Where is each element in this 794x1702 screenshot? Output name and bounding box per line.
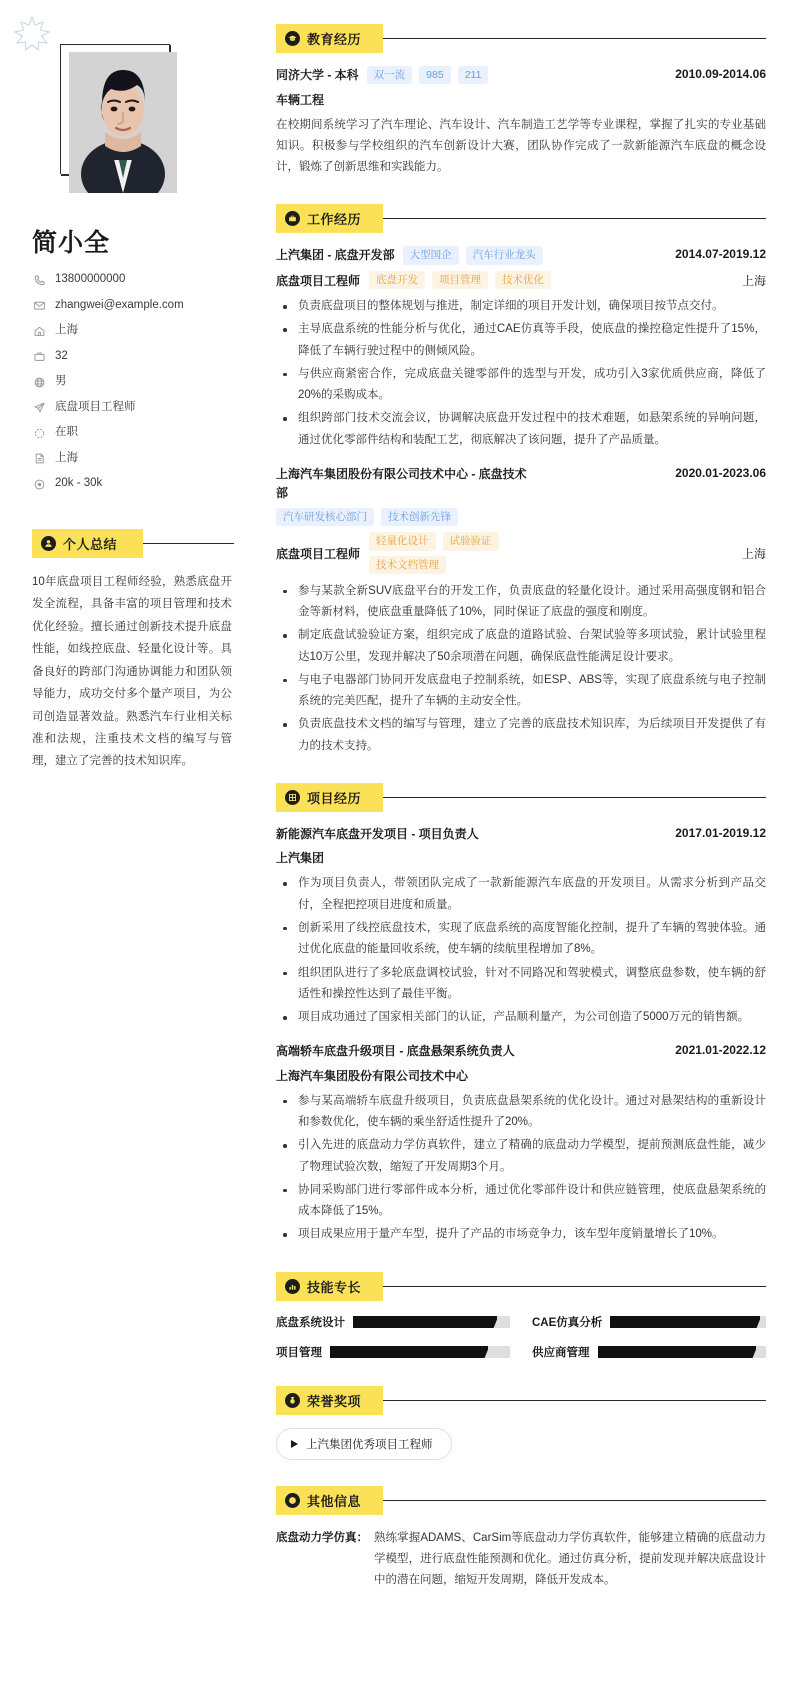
skill-label: 供应商管理 <box>532 1346 590 1359</box>
section-rule <box>373 1400 766 1401</box>
entry-subheader <box>276 271 766 289</box>
photo-block <box>30 26 220 201</box>
tag: 试验验证 <box>443 532 499 550</box>
contact-value: 上海 <box>55 451 78 464</box>
skill-label: 项目管理 <box>276 1346 322 1359</box>
section-title: 教育经历 <box>307 32 362 47</box>
job-title: 底盘项目工程师 <box>276 273 361 288</box>
section-header-honors <box>276 1386 766 1415</box>
date-range: 2021.01-2022.12 <box>675 1043 766 1058</box>
skill-progress-fill <box>353 1316 497 1328</box>
section-badge <box>276 24 383 53</box>
contact-phone <box>32 273 242 287</box>
list-item: 与电子电器部门协同开发底盘电子控制系统，如ESP、ABS等，实现了底盘系统与电子控制系统的完美匹配，提升了车辆的主动安全性。 <box>276 670 766 713</box>
entry-header <box>276 1042 766 1061</box>
section-header-other <box>276 1486 766 1515</box>
tag: 技术创新先锋 <box>381 508 458 526</box>
contact-salary <box>32 477 242 491</box>
contact-value: 13800000000 <box>55 273 126 286</box>
section-header-projects <box>276 783 766 812</box>
honor-item <box>276 1428 452 1460</box>
list-item: 负责底盘项目的整体规划与推进，制定详细的项目开发计划，确保项目按节点交付。 <box>276 296 766 317</box>
project-entry <box>276 1042 766 1245</box>
list-item: 引入先进的底盘动力学仿真软件，建立了精确的底盘动力学模型，提前预测底盘性能，减少了物理试验次数，缩短了开发周期3个月。 <box>276 1135 766 1178</box>
contact-email <box>32 299 242 313</box>
section-badge <box>276 1386 383 1415</box>
entry-header-left <box>276 825 665 844</box>
job-location: 上海 <box>741 546 766 561</box>
list-item: 主导底盘系统的性能分析与优化，通过CAE仿真等手段，使底盘的操控稳定性提升了15%，降低了车辆行驶过程中的侧倾风险。 <box>276 319 766 362</box>
sidebar <box>0 0 258 1702</box>
section-rule <box>373 38 766 39</box>
tag: 技术文档管理 <box>369 556 446 574</box>
section-title: 项目经历 <box>307 790 362 806</box>
role-tags <box>369 271 551 289</box>
date-range: 2017.01-2019.12 <box>675 825 766 840</box>
salary-icon <box>32 477 46 491</box>
contact-list <box>32 273 242 491</box>
contact-age <box>32 350 242 364</box>
graduation-icon <box>285 31 300 46</box>
section-badge <box>276 204 383 233</box>
date-range: 2010.09-2014.06 <box>675 67 766 81</box>
honor-label: 上汽集团优秀项目工程师 <box>306 1438 433 1451</box>
work-entry <box>276 465 766 757</box>
contact-hometown <box>32 324 242 338</box>
list-item: 与供应商紧密合作，完成底盘关键零部件的选型与开发，成功引入3家优质供应商，降低了20%的采购成本。 <box>276 364 766 407</box>
entry-header-left <box>276 1042 665 1061</box>
major: 车辆工程 <box>276 92 325 107</box>
skill-item <box>276 1314 510 1330</box>
project-org: 上汽集团 <box>276 851 325 866</box>
section-rule <box>133 543 234 544</box>
globe-icon <box>32 375 46 389</box>
person-icon <box>41 536 56 551</box>
mail-icon <box>32 299 46 313</box>
company-tags <box>403 246 543 264</box>
document-icon <box>32 452 46 466</box>
project-entry <box>276 825 766 1028</box>
skill-label: CAE仿真分析 <box>532 1316 603 1329</box>
status-icon <box>32 426 46 440</box>
other-info-item <box>276 1528 766 1592</box>
section-rule <box>373 1286 766 1287</box>
contact-value: 20k - 30k <box>55 477 103 490</box>
avatar <box>69 52 177 193</box>
other-info-label: 底盘动力学仿真： <box>276 1531 368 1544</box>
date-range: 2014.07-2019.12 <box>675 247 766 262</box>
section-badge <box>276 1486 383 1515</box>
tag: 985 <box>419 66 451 84</box>
contact-work-city <box>32 452 242 466</box>
entry-header-left <box>276 246 665 265</box>
section-title: 工作经历 <box>307 212 362 228</box>
skill-progress-track <box>330 1346 510 1358</box>
list-item: 参与某款全新SUV底盘平台的开发工作，负责底盘的轻量化设计。通过采用高强度钢和铝合金等新材料，使底盘重量降低了10%，同时保证了底盘的强度和刚度。 <box>276 581 766 624</box>
list-item: 作为项目负责人，带领团队完成了一款新能源汽车底盘的开发项目。从需求分析到产品交付，全程把控项目进度和质量。 <box>276 873 766 916</box>
section-badge <box>276 1272 383 1301</box>
play-triangle-icon <box>291 1440 298 1448</box>
list-item: 组织跨部门技术交流会议，协调解决底盘开发过程中的技术难题，如悬架系统的异响问题，通过优化零部件结构和装配工艺，彻底解决了该问题，提升了产品质量。 <box>276 408 766 451</box>
contact-value: 上海 <box>55 324 78 337</box>
tag: 底盘开发 <box>369 271 425 289</box>
section-rule <box>373 797 766 798</box>
section-badge <box>32 529 143 558</box>
contact-status <box>32 426 242 440</box>
contact-gender <box>32 375 242 389</box>
entry-header <box>276 465 766 526</box>
summary-text: 10年底盘项目工程师经验，熟悉底盘开发全流程，具备丰富的项目管理和技术优化经验。擅长通过创新技术提升底盘性能，如线控底盘、轻量化设计等。具备良好的跨部门沟通协调能力和团队领导能力，成功交付多个量产项目，为公司创造显著效益。熟悉汽车行业相关标准和法规，注重技术文档的编写与管理，建立了完善的技术知识库。 <box>32 576 232 768</box>
contact-value: 男 <box>55 375 67 388</box>
entry-header-left <box>276 66 665 85</box>
tag: 汽车研发核心部门 <box>276 508 374 526</box>
list-item: 参与某高端轿车底盘升级项目，负责底盘悬架系统的优化设计。通过对悬架结构的重新设计和参数优化，使车辆的乘坐舒适性提升了20%。 <box>276 1091 766 1134</box>
skill-progress-fill <box>598 1346 756 1358</box>
contact-value: zhangwei@example.com <box>55 298 184 311</box>
star-burst-icon <box>12 14 52 54</box>
job-location: 上海 <box>741 273 766 288</box>
work-entry <box>276 246 766 451</box>
project-detail-list <box>276 873 766 1028</box>
skill-progress-track <box>610 1316 766 1328</box>
home-icon <box>32 324 46 338</box>
list-item: 创新采用了线控底盘技术，实现了底盘系统的高度智能化控制，提升了车辆的驾驶体验。通过优化底盘的能量回收系统，使车辆的续航里程增加了8%。 <box>276 918 766 961</box>
section-rule <box>373 218 766 219</box>
education-description: 在校期间系统学习了汽车理论、汽车设计、汽车制造工艺学等专业课程，掌握了扎实的专业基础知识。积极参与学校组织的汽车创新设计大赛，团队协作完成了一款新能源汽车底盘的概念设计，锻炼了创新思维和实践能力。 <box>276 118 766 174</box>
list-item: 负责底盘技术文档的编写与管理，建立了完善的底盘技术知识库，为后续项目开发提供了有力的技术支持。 <box>276 714 766 757</box>
skill-label: 底盘系统设计 <box>276 1316 345 1329</box>
skill-grid <box>276 1314 766 1360</box>
tag: 双一流 <box>367 66 413 84</box>
section-title: 技能专长 <box>307 1279 362 1295</box>
project-detail-list <box>276 1091 766 1246</box>
skill-progress-track <box>598 1346 767 1358</box>
section-title: 个人总结 <box>63 537 118 552</box>
section-header-skills <box>276 1272 766 1301</box>
responsibility-list <box>276 581 766 757</box>
list-item: 项目成果应用于量产车型，提升了产品的市场竞争力，该车型年度销量增长了10%。 <box>276 1224 766 1245</box>
entry-subheader <box>276 532 766 573</box>
tag: 汽车行业龙头 <box>466 246 543 264</box>
section-title: 其他信息 <box>307 1493 362 1509</box>
briefcase-icon <box>32 350 46 364</box>
suitcase-icon <box>285 211 300 226</box>
tag: 211 <box>458 66 489 84</box>
list-item: 协同采购部门进行零部件成本分析，通过优化零部件设计和供应链管理，使底盘悬架系统的成本降低了15%。 <box>276 1180 766 1223</box>
date-range: 2020.01-2023.06 <box>675 466 766 481</box>
phone-icon <box>32 273 46 287</box>
entry-subheader-left <box>276 532 559 573</box>
job-title: 底盘项目工程师 <box>276 546 361 561</box>
list-item: 组织团队进行了多轮底盘调校试验，针对不同路况和驾驶模式，调整底盘参数，使车辆的舒适性和操控性达到了最佳平衡。 <box>276 963 766 1006</box>
section-header-summary <box>32 529 234 558</box>
company-name: 上汽集团 - 底盘开发部 <box>276 248 395 263</box>
skill-item <box>532 1344 766 1360</box>
project-org: 上海汽车集团股份有限公司技术中心 <box>276 1068 469 1083</box>
section-title: 荣誉奖项 <box>307 1393 362 1409</box>
entry-subheader-left <box>276 271 551 289</box>
contact-position <box>32 401 242 415</box>
page-title: 简小全 <box>32 229 111 257</box>
role-tags <box>369 532 559 573</box>
section-header-education <box>276 24 766 53</box>
chart-icon <box>285 1279 300 1294</box>
medal-icon <box>285 1393 300 1408</box>
list-item: 项目成功通过了国家相关部门的认证，产品顺利量产，为公司创造了5000万元的销售额。 <box>276 1007 766 1028</box>
list-item: 制定底盘试验验证方案，组织完成了底盘的道路试验、台架试验等多项试验，累计试验里程达10万公里，发现并解决了50余项潜在问题，确保底盘性能满足设计要求。 <box>276 625 766 668</box>
skill-progress-track <box>353 1316 510 1328</box>
company-name: 上海汽车集团股份有限公司技术中心 - 底盘技术部 <box>276 467 527 500</box>
tag: 大型国企 <box>403 246 459 264</box>
responsibility-list <box>276 296 766 451</box>
contact-value: 在职 <box>55 426 78 439</box>
contact-value: 底盘项目工程师 <box>55 400 136 413</box>
entry-header <box>276 246 766 265</box>
main-content <box>258 0 794 1702</box>
entry-header <box>276 66 766 85</box>
entry-header <box>276 825 766 844</box>
skill-progress-fill <box>610 1316 759 1328</box>
other-info-text: 熟练掌握ADAMS、CarSim等底盘动力学仿真软件，能够建立精确的底盘动力学模型，进行底盘性能预测和优化。通过仿真分析，提前发现并解决底盘设计中的潜在问题，缩短开发周期，降低开发成本。 <box>374 1531 766 1587</box>
info-icon <box>285 1493 300 1508</box>
honor-list <box>276 1428 766 1460</box>
paperplane-icon <box>32 401 46 415</box>
section-badge <box>276 783 383 812</box>
school-name: 同济大学 - 本科 <box>276 68 359 82</box>
education-entry <box>276 66 766 178</box>
contact-value: 32 <box>55 349 68 362</box>
project-name: 高端轿车底盘升级项目 - 底盘悬架系统负责人 <box>276 1044 515 1059</box>
skill-item <box>276 1344 510 1360</box>
section-header-work <box>276 204 766 233</box>
company-tags <box>276 508 458 526</box>
tag: 项目管理 <box>432 271 488 289</box>
skill-item <box>532 1314 766 1330</box>
tag: 轻量化设计 <box>369 532 436 550</box>
school-tags <box>367 66 489 84</box>
project-name: 新能源汽车底盘开发项目 - 项目负责人 <box>276 826 479 841</box>
tag: 技术优化 <box>495 271 551 289</box>
grid-icon <box>285 790 300 805</box>
section-rule <box>373 1500 766 1501</box>
entry-header-left <box>276 465 665 526</box>
skill-progress-fill <box>330 1346 488 1358</box>
